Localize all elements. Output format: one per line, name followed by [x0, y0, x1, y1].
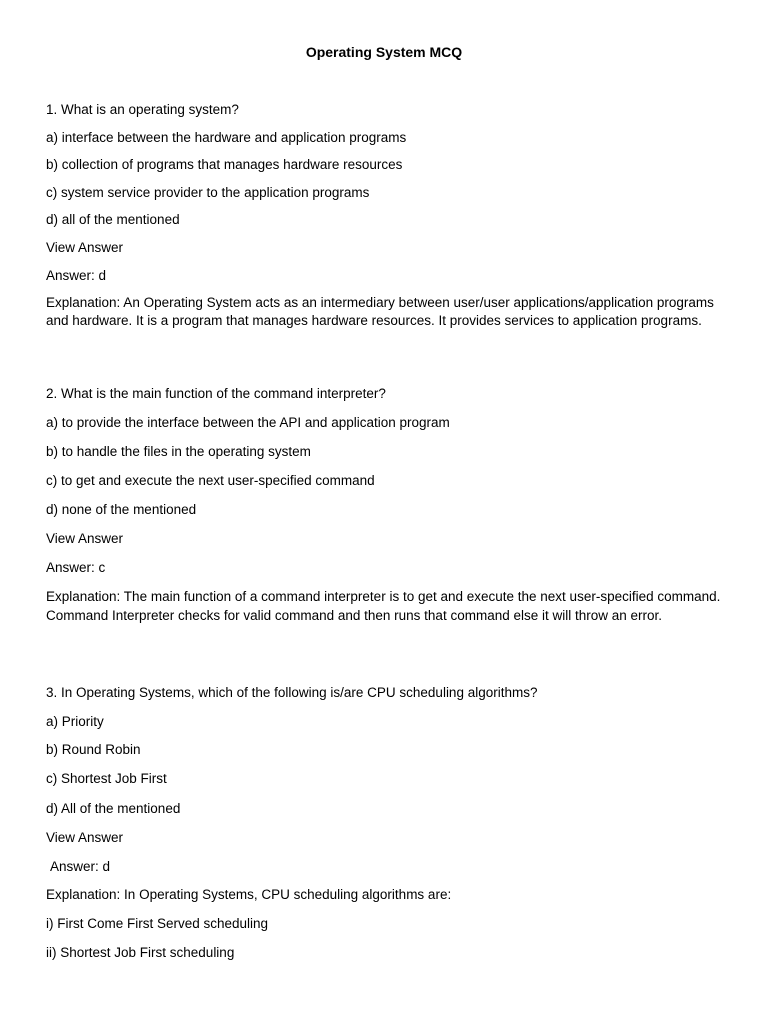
q1-explanation: Explanation: An Operating System acts as an intermediary between user/user applications/application programs and hardware. It is a program that manages hardware resources. It provides services to application programs.	[46, 295, 714, 328]
question-1: 1. What is an operating system?	[46, 102, 239, 117]
q2-view-answer: View Answer	[46, 531, 124, 546]
q3-option-c: c) Shortest Job First	[46, 771, 167, 786]
q1-option-c: c) system service provider to the application programs	[46, 185, 370, 200]
q3-list-item-1: i) First Come First Served scheduling	[46, 916, 269, 931]
question-3: 3. In Operating Systems, which of the following is/are CPU scheduling algorithms?	[46, 685, 538, 700]
q2-option-d: d) none of the mentioned	[46, 502, 197, 517]
q1-option-a: a) interface between the hardware and application programs	[46, 130, 407, 145]
page-title: Operating System MCQ	[305, 44, 463, 60]
q3-option-a: a) Priority	[46, 714, 104, 729]
q1-view-answer: View Answer	[46, 240, 124, 255]
q2-option-b: b) to handle the files in the operating system	[46, 444, 311, 459]
q2-option-a: a) to provide the interface between the API and application program	[46, 415, 450, 430]
q3-explanation: Explanation: In Operating Systems, CPU scheduling algorithms are:	[46, 887, 452, 902]
question-2: 2. What is the main function of the command interpreter?	[46, 386, 386, 401]
q3-option-d: d) All of the mentioned	[46, 801, 181, 816]
q1-option-d: d) all of the mentioned	[46, 212, 180, 227]
q3-list-item-2: ii) Shortest Job First scheduling	[46, 945, 235, 960]
q3-answer: Answer: d	[50, 859, 111, 874]
q1-answer: Answer: d	[46, 268, 107, 283]
q1-option-b: b) collection of programs that manages hardware resources	[46, 157, 403, 172]
q2-explanation: Explanation: The main function of a command interpreter is to get and execute the next user-specified command. Command Interpreter checks for valid command and then runs that command else it will throw an error.	[46, 589, 721, 623]
q3-view-answer: View Answer	[46, 830, 124, 845]
q3-option-b: b) Round Robin	[46, 742, 141, 757]
q2-answer: Answer: c	[46, 560, 106, 575]
q2-option-c: c) to get and execute the next user-specified command	[46, 473, 375, 488]
